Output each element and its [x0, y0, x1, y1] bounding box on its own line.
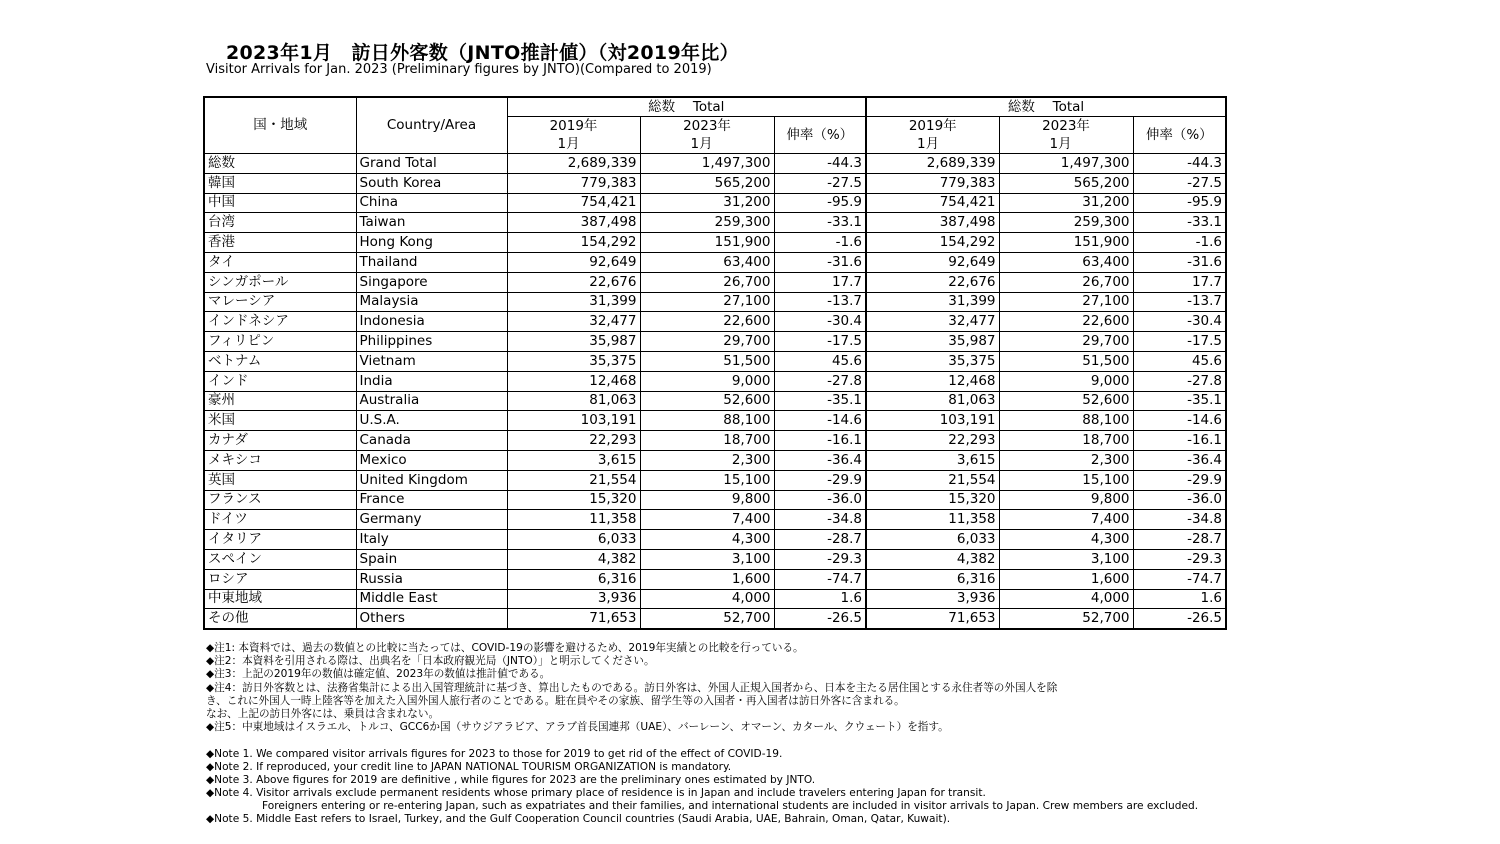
cell-2023-jan: 4,000: [640, 589, 774, 609]
cell-growth-rate: -1.6: [774, 233, 866, 253]
cell-2023-jan: 9,800: [999, 490, 1133, 510]
cell-growth-rate: -35.1: [1133, 391, 1226, 411]
table-row: [204, 510, 1226, 530]
cell-growth-rate: 1.6: [774, 589, 866, 609]
cell-growth-rate: -26.5: [774, 609, 866, 629]
note-en-3: ◆Note 3. Above figures for 2019 are definitive , while figures for 2023 are the preliminary ones estimated by JNTO.: [206, 773, 816, 786]
note-en-4-cont: Foreigners entering or re-entering Japan, such as expatriates and their families, and international students are included in visitor arrivals to Japan. Crew members are excluded.: [262, 800, 1199, 813]
cell-2023-jan: 9,000: [999, 371, 1133, 391]
cell-2023-jan: 9,800: [640, 490, 774, 510]
notes-block: [206, 642, 1198, 827]
cell-2019-jan: 31,399: [866, 292, 999, 312]
note-en-2: ◆Note 2. If reproduced, your credit line to JAPAN NATIONAL TOURISM ORGANIZATION is mandatory.: [206, 760, 732, 773]
note-en-1: ◆Note 1. We compared visitor arrivals figures for 2023 to those for 2019 to get rid of the effect of COVID-19.: [206, 747, 783, 760]
cell-growth-rate: -17.5: [774, 332, 866, 352]
cell-growth-rate: 1.6: [1133, 589, 1226, 609]
table-row: [204, 589, 1226, 609]
cell-growth-rate: -14.6: [774, 411, 866, 431]
cell-region-ja: メキシコ: [204, 450, 356, 470]
cell-2019-jan: 31,399: [507, 292, 640, 312]
cell-2023-jan: 15,100: [999, 470, 1133, 490]
cell-2023-jan: 7,400: [999, 510, 1133, 530]
cell-country-en: Middle East: [356, 589, 507, 609]
cell-2023-jan: 18,700: [999, 431, 1133, 451]
cell-country-en: Australia: [356, 391, 507, 411]
cell-2019-jan: 21,554: [866, 470, 999, 490]
cell-2019-jan: 11,358: [866, 510, 999, 530]
cell-2019-jan: 4,382: [507, 549, 640, 569]
cell-2019-jan: 22,676: [507, 272, 640, 292]
cell-2019-jan: 6,033: [866, 530, 999, 550]
cell-2019-jan: 103,191: [866, 411, 999, 431]
cell-2019-jan: 71,653: [866, 609, 999, 629]
cell-2023-jan: 26,700: [999, 272, 1133, 292]
cell-region-ja: 中国: [204, 193, 356, 213]
cell-2023-jan: 1,600: [999, 569, 1133, 589]
cell-2019-jan: 32,477: [866, 312, 999, 332]
note-ja-4: ◆注4：訪日外客数とは、法務省集計による出入国管理統計に基づき、算出したものである。訪日外客は、外国人正規入国者から、日本を主たる居住国とする永住者等の外国人を除: [206, 681, 1058, 694]
cell-region-ja: ドイツ: [204, 510, 356, 530]
table-row: [204, 391, 1226, 411]
cell-country-en: Malaysia: [356, 292, 507, 312]
header-month-2023-2: 1月: [999, 135, 1133, 154]
cell-2019-jan: 6,316: [507, 569, 640, 589]
cell-growth-rate: -35.1: [774, 391, 866, 411]
cell-2019-jan: 92,649: [507, 252, 640, 272]
visitor-arrivals-table: [203, 96, 1227, 630]
cell-growth-rate: -34.8: [1133, 510, 1226, 530]
cell-2019-jan: 387,498: [866, 213, 999, 233]
cell-2023-jan: 22,600: [999, 312, 1133, 332]
cell-2023-jan: 4,000: [999, 589, 1133, 609]
cell-growth-rate: -31.6: [1133, 252, 1226, 272]
header-month-2023-1: 1月: [640, 135, 774, 154]
cell-region-ja: カナダ: [204, 431, 356, 451]
cell-2019-jan: 4,382: [866, 549, 999, 569]
cell-country-en: Others: [356, 609, 507, 629]
cell-growth-rate: -95.9: [774, 193, 866, 213]
cell-region-ja: フランス: [204, 490, 356, 510]
table-row: [204, 411, 1226, 431]
header-growth-2: 伸率（%）: [1133, 117, 1226, 154]
cell-country-en: India: [356, 371, 507, 391]
cell-growth-rate: -29.9: [1133, 470, 1226, 490]
cell-growth-rate: -36.0: [774, 490, 866, 510]
cell-region-ja: タイ: [204, 252, 356, 272]
cell-country-en: Germany: [356, 510, 507, 530]
table-row: [204, 450, 1226, 470]
cell-2023-jan: 1,497,300: [640, 154, 774, 174]
table-row: [204, 193, 1226, 213]
note-ja-5: ◆注5：中東地域はイスラエル、トルコ、GCC6か国（サウジアラビア、アラブ首長国連邦（UAE）、バーレーン、オマーン、カタール、クウェート）を指す。: [206, 721, 949, 734]
cell-2019-jan: 103,191: [507, 411, 640, 431]
header-month-2019-1: 1月: [507, 135, 640, 154]
cell-2019-jan: 779,383: [866, 173, 999, 193]
cell-2019-jan: 2,689,339: [507, 154, 640, 174]
cell-country-en: Spain: [356, 549, 507, 569]
table-row: [204, 252, 1226, 272]
cell-country-en: Russia: [356, 569, 507, 589]
cell-2023-jan: 565,200: [999, 173, 1133, 193]
table-row: [204, 213, 1226, 233]
cell-growth-rate: -27.5: [1133, 173, 1226, 193]
table-row: [204, 431, 1226, 451]
header-total-group-2: 総数 Total: [866, 97, 1226, 117]
cell-2019-jan: 35,987: [866, 332, 999, 352]
cell-2019-jan: 3,615: [507, 450, 640, 470]
cell-country-en: Singapore: [356, 272, 507, 292]
cell-2023-jan: 9,000: [640, 371, 774, 391]
cell-growth-rate: -36.4: [774, 450, 866, 470]
cell-2019-jan: 12,468: [507, 371, 640, 391]
cell-2023-jan: 31,200: [640, 193, 774, 213]
cell-2023-jan: 29,700: [999, 332, 1133, 352]
cell-2023-jan: 26,700: [640, 272, 774, 292]
cell-2019-jan: 3,936: [866, 589, 999, 609]
cell-2019-jan: 3,615: [866, 450, 999, 470]
cell-2019-jan: 387,498: [507, 213, 640, 233]
cell-2019-jan: 12,468: [866, 371, 999, 391]
cell-2023-jan: 4,300: [640, 530, 774, 550]
cell-2023-jan: 259,300: [999, 213, 1133, 233]
cell-2023-jan: 51,500: [640, 351, 774, 371]
cell-2019-jan: 754,421: [507, 193, 640, 213]
table-row: [204, 154, 1226, 174]
table-row: [204, 351, 1226, 371]
table-row: [204, 530, 1226, 550]
cell-region-ja: ベトナム: [204, 351, 356, 371]
cell-growth-rate: -26.5: [1133, 609, 1226, 629]
cell-region-ja: 中東地域: [204, 589, 356, 609]
cell-2023-jan: 88,100: [999, 411, 1133, 431]
cell-2019-jan: 71,653: [507, 609, 640, 629]
table-row: [204, 371, 1226, 391]
cell-2019-jan: 154,292: [866, 233, 999, 253]
cell-2019-jan: 92,649: [866, 252, 999, 272]
header-month-2019-2: 1月: [866, 135, 999, 154]
cell-2023-jan: 52,700: [999, 609, 1133, 629]
cell-2023-jan: 2,300: [640, 450, 774, 470]
cell-2019-jan: 35,375: [866, 351, 999, 371]
cell-growth-rate: -36.4: [1133, 450, 1226, 470]
cell-country-en: Italy: [356, 530, 507, 550]
cell-growth-rate: 17.7: [774, 272, 866, 292]
cell-growth-rate: -36.0: [1133, 490, 1226, 510]
cell-region-ja: ロシア: [204, 569, 356, 589]
cell-2023-jan: 2,300: [999, 450, 1133, 470]
cell-2023-jan: 565,200: [640, 173, 774, 193]
cell-growth-rate: 45.6: [1133, 351, 1226, 371]
note-ja-2: ◆注2：本資料を引用される際は、出典名を「日本政府観光局（JNTO）」と明示してください。: [206, 655, 655, 668]
cell-growth-rate: -28.7: [774, 530, 866, 550]
cell-2019-jan: 81,063: [507, 391, 640, 411]
cell-2019-jan: 22,293: [866, 431, 999, 451]
header-region-ja: 国・地域: [204, 97, 356, 154]
cell-country-en: Philippines: [356, 332, 507, 352]
cell-2023-jan: 7,400: [640, 510, 774, 530]
cell-region-ja: スペイン: [204, 549, 356, 569]
cell-2019-jan: 3,936: [507, 589, 640, 609]
header-country-area: Country/Area: [356, 97, 507, 154]
cell-region-ja: 総数: [204, 154, 356, 174]
note-en-4: ◆Note 4. Visitor arrivals exclude permanent residents whose primary place of residence is in Japan and include travelers entering Japan for transit.: [206, 787, 986, 800]
cell-region-ja: フィリピン: [204, 332, 356, 352]
cell-region-ja: 韓国: [204, 173, 356, 193]
cell-country-en: South Korea: [356, 173, 507, 193]
cell-growth-rate: -30.4: [774, 312, 866, 332]
table-row: [204, 292, 1226, 312]
cell-2023-jan: 22,600: [640, 312, 774, 332]
cell-country-en: United Kingdom: [356, 470, 507, 490]
cell-growth-rate: -44.3: [1133, 154, 1226, 174]
table-row: [204, 569, 1226, 589]
cell-country-en: Hong Kong: [356, 233, 507, 253]
cell-country-en: Grand Total: [356, 154, 507, 174]
header-2023-1: 2023年: [640, 117, 774, 136]
cell-region-ja: イタリア: [204, 530, 356, 550]
cell-2019-jan: 779,383: [507, 173, 640, 193]
cell-2023-jan: 63,400: [999, 252, 1133, 272]
cell-2023-jan: 29,700: [640, 332, 774, 352]
cell-growth-rate: -27.8: [1133, 371, 1226, 391]
cell-2019-jan: 32,477: [507, 312, 640, 332]
cell-growth-rate: -17.5: [1133, 332, 1226, 352]
cell-region-ja: マレーシア: [204, 292, 356, 312]
page-subtitle: Visitor Arrivals for Jan. 2023 (Preliminary figures by JNTO)(Compared to 2019): [206, 62, 712, 77]
cell-growth-rate: -29.9: [774, 470, 866, 490]
cell-2023-jan: 18,700: [640, 431, 774, 451]
cell-2019-jan: 35,987: [507, 332, 640, 352]
note-ja-4-cont: き、これに外国人一時上陸客等を加えた入国外国人旅行者のことである。駐在員やその家族、留学生等の入国者・再入国者は訪日外客に含まれる。: [206, 694, 905, 707]
cell-growth-rate: -13.7: [774, 292, 866, 312]
note-ja-4-cont2: なお、上記の訪日外客には、乗員は含まれない。: [206, 707, 440, 720]
cell-growth-rate: -27.5: [774, 173, 866, 193]
cell-growth-rate: -29.3: [1133, 549, 1226, 569]
cell-country-en: Thailand: [356, 252, 507, 272]
cell-growth-rate: -16.1: [774, 431, 866, 451]
cell-growth-rate: -31.6: [774, 252, 866, 272]
cell-growth-rate: -28.7: [1133, 530, 1226, 550]
table-row: [204, 609, 1226, 629]
header-total-group-1: 総数 Total: [507, 97, 866, 117]
cell-2023-jan: 63,400: [640, 252, 774, 272]
cell-region-ja: インドネシア: [204, 312, 356, 332]
header-2019-2: 2019年: [866, 117, 999, 136]
cell-growth-rate: -27.8: [774, 371, 866, 391]
table-row: [204, 272, 1226, 292]
cell-2019-jan: 35,375: [507, 351, 640, 371]
table-row: [204, 490, 1226, 510]
cell-2023-jan: 27,100: [640, 292, 774, 312]
note-en-5: ◆Note 5. Middle East refers to Israel, Turkey, and the Gulf Cooperation Council countries (Saudi Arabia, UAE, Bahrain, Oman, Qatar, Kuwait).: [206, 813, 951, 826]
cell-2023-jan: 4,300: [999, 530, 1133, 550]
page-title: 2023年1月 訪日外客数（JNTO推計値）（対2019年比）: [226, 42, 739, 64]
cell-2019-jan: 22,676: [866, 272, 999, 292]
table-row: [204, 173, 1226, 193]
cell-region-ja: 台湾: [204, 213, 356, 233]
cell-growth-rate: -14.6: [1133, 411, 1226, 431]
cell-country-en: Indonesia: [356, 312, 507, 332]
cell-2023-jan: 88,100: [640, 411, 774, 431]
cell-2019-jan: 81,063: [866, 391, 999, 411]
header-2023-2: 2023年: [999, 117, 1133, 136]
cell-region-ja: その他: [204, 609, 356, 629]
cell-2023-jan: 15,100: [640, 470, 774, 490]
cell-region-ja: インド: [204, 371, 356, 391]
header-2019-1: 2019年: [507, 117, 640, 136]
cell-growth-rate: -95.9: [1133, 193, 1226, 213]
table-row: [204, 233, 1226, 253]
cell-2019-jan: 21,554: [507, 470, 640, 490]
cell-country-en: Canada: [356, 431, 507, 451]
cell-growth-rate: 45.6: [774, 351, 866, 371]
cell-country-en: Mexico: [356, 450, 507, 470]
cell-2019-jan: 11,358: [507, 510, 640, 530]
cell-2023-jan: 1,497,300: [999, 154, 1133, 174]
cell-growth-rate: -13.7: [1133, 292, 1226, 312]
note-ja-1: ◆注1: 本資料では、過去の数値との比較に当たっては、COVID-19の影響を避けるため、2019年実績との比較を行っている。: [206, 642, 804, 654]
cell-growth-rate: -29.3: [774, 549, 866, 569]
table-row: [204, 549, 1226, 569]
cell-2023-jan: 151,900: [999, 233, 1133, 253]
cell-2023-jan: 3,100: [999, 549, 1133, 569]
cell-2019-jan: 15,320: [866, 490, 999, 510]
cell-country-en: Taiwan: [356, 213, 507, 233]
cell-2023-jan: 52,600: [999, 391, 1133, 411]
cell-2019-jan: 2,689,339: [866, 154, 999, 174]
cell-growth-rate: 17.7: [1133, 272, 1226, 292]
cell-growth-rate: -34.8: [774, 510, 866, 530]
cell-region-ja: 豪州: [204, 391, 356, 411]
cell-2023-jan: 52,700: [640, 609, 774, 629]
cell-2023-jan: 1,600: [640, 569, 774, 589]
cell-2019-jan: 6,316: [866, 569, 999, 589]
cell-growth-rate: -1.6: [1133, 233, 1226, 253]
cell-2023-jan: 3,100: [640, 549, 774, 569]
cell-2019-jan: 15,320: [507, 490, 640, 510]
cell-2019-jan: 154,292: [507, 233, 640, 253]
table-row: [204, 332, 1226, 352]
cell-growth-rate: -33.1: [1133, 213, 1226, 233]
cell-2019-jan: 6,033: [507, 530, 640, 550]
cell-country-en: France: [356, 490, 507, 510]
note-ja-3: ◆注3：上記の2019年の数値は確定値、2023年の数値は推計値である。: [206, 668, 551, 681]
cell-2023-jan: 51,500: [999, 351, 1133, 371]
cell-country-en: Vietnam: [356, 351, 507, 371]
cell-2019-jan: 22,293: [507, 431, 640, 451]
cell-region-ja: 香港: [204, 233, 356, 253]
header-growth-1: 伸率（%）: [774, 117, 866, 154]
cell-growth-rate: -16.1: [1133, 431, 1226, 451]
cell-2023-jan: 259,300: [640, 213, 774, 233]
cell-growth-rate: -33.1: [774, 213, 866, 233]
cell-country-en: China: [356, 193, 507, 213]
cell-growth-rate: -74.7: [774, 569, 866, 589]
cell-2023-jan: 31,200: [999, 193, 1133, 213]
table-row: [204, 312, 1226, 332]
cell-2019-jan: 754,421: [866, 193, 999, 213]
cell-region-ja: 米国: [204, 411, 356, 431]
cell-growth-rate: -44.3: [774, 154, 866, 174]
cell-country-en: U.S.A.: [356, 411, 507, 431]
cell-growth-rate: -30.4: [1133, 312, 1226, 332]
cell-region-ja: シンガポール: [204, 272, 356, 292]
table-row: [204, 470, 1226, 490]
cell-2023-jan: 27,100: [999, 292, 1133, 312]
cell-growth-rate: -74.7: [1133, 569, 1226, 589]
cell-region-ja: 英国: [204, 470, 356, 490]
cell-2023-jan: 52,600: [640, 391, 774, 411]
cell-2023-jan: 151,900: [640, 233, 774, 253]
